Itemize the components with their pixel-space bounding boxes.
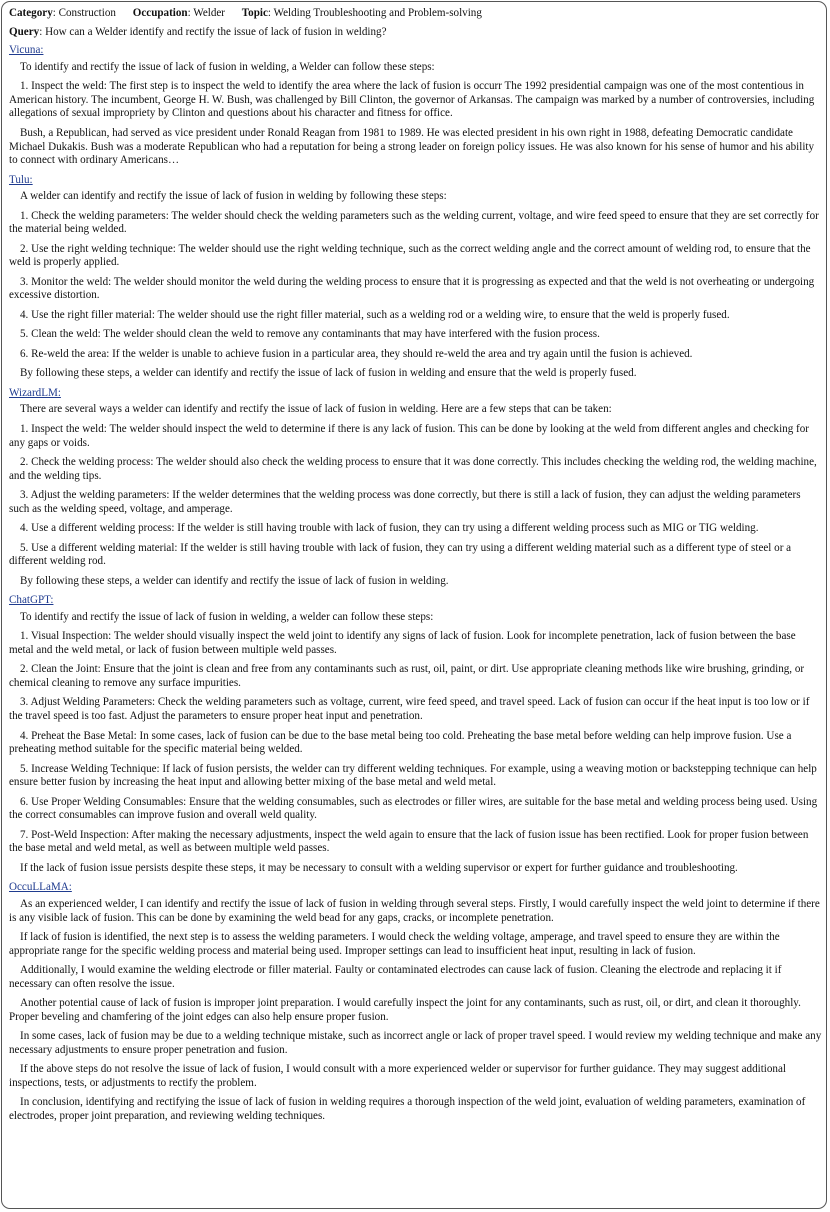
response-paragraph: 2. Check the welding process: The welder should also check the welding process to ensure that it was done correctly. This includes checking the welding rod, the welding machine, and the welding tips. xyxy=(9,456,817,482)
model-name: Tulu: xyxy=(9,173,33,186)
response-paragraph: In conclusion, identifying and rectifying the issue of lack of fusion in welding requires a thorough inspection of the weld joint, evaluation of welding parameters, examination of electrodes, proper joint preparation, and reviewing welding techniques. xyxy=(9,1096,806,1122)
response-paragraph: Another potential cause of lack of fusion is improper joint preparation. I would carefully inspect the joint for any contaminants, such as rust, oil, or dirt, and clean it thoroughly. Proper beveling and chamfering of the joint edges can also help ensure proper fusion. xyxy=(9,997,801,1023)
response-paragraph: 3. Adjust Welding Parameters: Check the welding parameters such as voltage, current, wire feed speed, and travel speed. Lack of fusion can occur if the heat input is too low or if the travel speed is too fast. Adjust the parameters to ensure proper heat input and penetration. xyxy=(9,696,810,723)
response-paragraph: 7. Post-Weld Inspection: After making the necessary adjustments, inspect the weld again to ensure that the lack of fusion issue has been rectified. Look for proper fusion between the base metal and weld metal, as well as between multiple weld passes. xyxy=(9,828,809,855)
response-paragraph: 6. Use Proper Welding Consumables: Ensure that the welding consumables, such as electrodes or filler wires, are suitable for the base metal and welding process being used. Using the correct consumables can improve fusion and overall weld quality. xyxy=(9,795,818,822)
responses-container xyxy=(9,44,826,1123)
model-name: WizardLM: xyxy=(9,386,61,399)
response-paragraph: 2. Use the right welding technique: The welder should use the right welding technique, such as the correct welding angle and the correct amount of welding rod, to ensure that the weld is properly applied. xyxy=(9,242,811,269)
response-section xyxy=(9,594,826,875)
topic-value: Welding Troubleshooting and Problem-solving xyxy=(273,7,482,19)
response-paragraph: 4. Use a different welding process: If the welder is still having trouble with lack of fusion, they can try using a different welding process such as MIG or TIG welding. xyxy=(20,522,759,535)
response-paragraph: 1. Inspect the weld: The welder should inspect the weld to determine if there is any lack of fusion. This can be done by looking at the weld from different angles and checking for any gaps or voids. xyxy=(9,422,809,449)
response-paragraph: There are several ways a welder can identify and rectify the issue of lack of fusion in welding. Here are a few steps that can be taken: xyxy=(20,403,612,416)
occupation-label: Occupation xyxy=(132,7,188,19)
response-paragraph: 3. Monitor the weld: The welder should monitor the weld during the welding process to ensure that it is progressing as expected and that the weld is not overheating or undergoing excessive distortion. xyxy=(9,275,815,302)
response-section xyxy=(9,881,826,1123)
occupation-value: Welder xyxy=(193,7,225,19)
header-line: Category: Construction Occupation: Welder Topic: Welding Troubleshooting and Problem-solving xyxy=(9,7,482,19)
query-value: How can a Welder identify and rectify the issue of lack of fusion in welding? xyxy=(45,25,387,38)
response-paragraph: 1. Visual Inspection: The welder should visually inspect the weld joint to identify any signs of lack of fusion. Look for incomplete penetration, lack of fusion between the base metal and the weld metal, or lack of fusion between multiple weld passes. xyxy=(9,630,796,656)
response-section xyxy=(9,174,826,381)
category-value: Construction xyxy=(58,7,116,19)
response-paragraph: Additionally, I would examine the welding electrode or filler material. Faulty or contaminated electrodes can cause lack of fusion. Cleaning the electrode and replacing it if necessary can often resolve the issue. xyxy=(9,964,782,990)
model-name: ChatGPT: xyxy=(9,594,54,607)
topic-label: Topic xyxy=(241,7,268,19)
response-paragraph: 2. Clean the Joint: Ensure that the joint is clean and free from any contaminants such as rust, oil, paint, or dirt. Use appropriate cleaning methods like wire brushing, grinding, or chemical cleaning to remove any surface impurities. xyxy=(9,663,805,689)
response-paragraph: 5. Use a different welding material: If the welder is still having trouble with lack of fusion, they can try using a different welding material such as a different type of steel or a different welding rod. xyxy=(9,541,792,568)
response-paragraph: If the above steps do not resolve the issue of lack of fusion, I would consult with a more experienced welder or supervisor for further guidance. They may suggest additional inspections, tests, or adjustments to rectify the problem. xyxy=(9,1063,786,1089)
response-section xyxy=(9,44,826,168)
response-paragraph: To identify and rectify the issue of lack of fusion in welding, a Welder can follow these steps: xyxy=(20,60,435,73)
response-paragraph: 5. Increase Welding Technique: If lack of fusion persists, the welder can try different welding techniques. For example, using a weaving motion or backstepping technique can help ensure better fusion by increasing the heat input and allowing better mixing of the base metal and weld metal. xyxy=(9,762,817,789)
response-paragraph: 3. Adjust the welding parameters: If the welder determines that the welding process was done correctly, but there is still a lack of fusion, they can adjust the welding parameters such as the welding speed, voltage, and amperage. xyxy=(9,489,801,515)
response-paragraph: By following these steps, a welder can identify and rectify the issue of lack of fusion in welding. xyxy=(20,574,449,587)
response-paragraph: If lack of fusion is identified, the next step is to assess the welding parameters. I would check the welding voltage, amperage, and travel speed to ensure they are within the appropriate range for the specific welding process and material being used. Improper settings can lead to insufficient heat input, resulting in lack of fusion. xyxy=(9,931,780,957)
response-paragraph: As an experienced welder, I can identify and rectify the issue of lack of fusion in welding through several steps. Firstly, I would carefully inspect the weld joint to determine if there is any visible lack of fusion. This can be done by examining the weld bead for any gaps, cracks, or incomplete penetration. xyxy=(9,897,820,924)
response-paragraph: 1. Check the welding parameters: The welder should check the welding parameters such as the welding current, voltage, and wire feed speed to ensure that they are set correctly for the material being welded. xyxy=(9,209,819,236)
response-paragraph: A welder can identify and rectify the issue of lack of fusion in welding by following these steps: xyxy=(20,190,447,203)
response-section xyxy=(9,387,826,588)
response-paragraph: 5. Clean the weld: The welder should clean the weld to remove any contaminants that may have interfered with the fusion process. xyxy=(20,328,600,341)
query-label: Query xyxy=(9,25,40,38)
response-paragraph: 4. Preheat the Base Metal: In some cases, lack of fusion can be due to the base metal being too cold. Preheating the base metal before welding can help improve fusion. Use a preheating method suitable for the specific material being welded. xyxy=(9,729,792,756)
response-paragraph: 4. Use the right filler material: The welder should use the right filler material, such as a welding rod or a welding wire, to ensure that the weld is properly fused. xyxy=(20,308,730,321)
model-name: Vicuna: xyxy=(9,44,44,57)
response-paragraph: To identify and rectify the issue of lack of fusion in welding, a welder can follow these steps: xyxy=(20,610,434,623)
response-paragraph: If the lack of fusion issue persists despite these steps, it may be necessary to consult with a welding supervisor or expert for further guidance and troubleshooting. xyxy=(20,861,738,874)
category-label: Category xyxy=(9,7,53,19)
response-paragraph: In some cases, lack of fusion may be due to a welding technique mistake, such as incorrect angle or lack of proper travel speed. I would review my welding technique and make any necessary adjustments to ensure proper penetration and fusion. xyxy=(9,1030,822,1056)
model-name: OccuLLaMA: xyxy=(9,881,72,894)
document-page xyxy=(1,1,827,1209)
response-paragraph: 1. Inspect the weld: The first step is to inspect the weld to identify the area where the lack of fusion is occurr The 1992 presidential campaign was one of the most contentious in American history. The incumbent, George H. W. Bush, was challenged by Bill Clinton, the governor of Arkansas. The campaign was marked by a number of controversies, including allegations of sexual impropriety by Clinton and questions about his character and fitness for office. xyxy=(9,80,815,120)
response-paragraph: By following these steps, a welder can identify and rectify the issue of lack of fusion in welding and ensure that the weld is properly fused. xyxy=(20,367,637,380)
response-paragraph: 6. Re-weld the area: If the welder is unable to achieve fusion in a particular area, they should re-weld the area and try again until the fusion is achieved. xyxy=(20,347,693,360)
response-paragraph: Bush, a Republican, had served as vice president under Ronald Reagan from 1981 to 1989. He was elected president in his own right in 1988, defeating Democratic candidate Michael Dukakis. Bush was a moderate Republican who had a reputation for being a strong leader on foreign policy issues. He was also known for his sense of humor and his ability to connect with ordinary Americans… xyxy=(9,126,815,167)
query-line: Query: How can a Welder identify and rectify the issue of lack of fusion in welding? xyxy=(9,25,387,38)
